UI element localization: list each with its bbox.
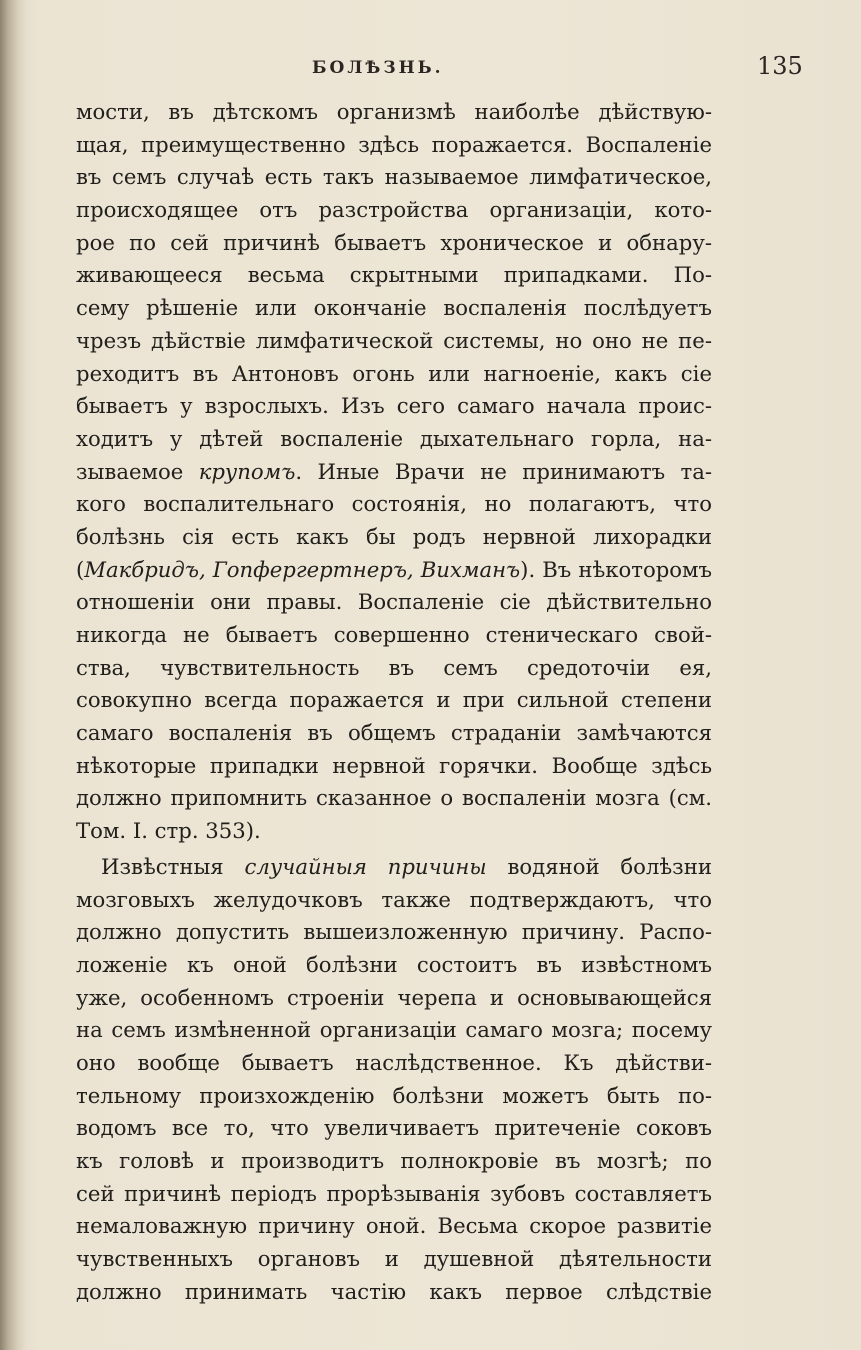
text-line: зываемое крупомъ. Иные Врачи не принимаютъ та- [76, 458, 712, 484]
text-line: къ головѣ и производитъ полнокровіе въ мозгѣ; по [76, 1148, 712, 1173]
text-line: нѣкоторые припадки нервной горячки. Вообще здѣсь [76, 752, 712, 778]
text-line: отношеніи они правы. Воспаленіе сіе дѣйствительно [76, 589, 712, 615]
page-header [0, 52, 861, 90]
text-line: водомъ все то, что увеличиваетъ притеченіе соковъ [76, 1115, 712, 1141]
text-line: болѣзнь сія есть какъ бы родъ нервной лихорадки [76, 523, 712, 549]
text-line: немаловажную причину оной. Весьма скорое развитіе [76, 1213, 712, 1239]
text-line: мости, въ дѣтскомъ организмѣ наиболѣе дѣйствую- [76, 99, 712, 124]
text-line: сему рѣшеніе или окончаніе воспаленія послѣдуетъ [76, 295, 712, 321]
italic-term: крупомъ [198, 458, 296, 484]
page-number: 135 [757, 52, 803, 80]
text-line: Извѣстныя случайныя причины водяной болѣзни [101, 853, 712, 879]
running-title: БОЛѢЗНЬ. [312, 58, 444, 78]
text-line: чрезъ дѣйствіе лимфатической системы, но оно не пе- [76, 327, 712, 353]
italic-term: Макбридъ, Гопфергертнеръ, Вихманъ [84, 556, 521, 582]
text-line: кого воспалительнаго состоянія, но полагаютъ, что [76, 491, 712, 517]
italic-term: случайныя причины [244, 853, 487, 879]
page-binding-shadow [0, 0, 26, 1350]
text-line: живающееся весьма скрытными припадками. По- [76, 262, 712, 288]
text-line: бываетъ у взрослыхъ. Изъ сего самаго начала проис- [76, 393, 712, 419]
text-line: (Макбридъ, Гопфергертнеръ, Вихманъ). Въ нѣкоторомъ [76, 556, 712, 582]
text-line: должно принимать частію какъ первое слѣдствіе [76, 1278, 712, 1304]
text-line: должно припомнить сказанное о воспаленіи мозга (см. [76, 785, 712, 811]
text-line: никогда не бываетъ совершенно стеническаго свой- [76, 622, 712, 647]
text-line: реходитъ въ Антоновъ огонь или нагноеніе, какъ сіе [76, 360, 712, 386]
text-line: оно вообще бываетъ наслѣдственное. Къ дѣйстви- [76, 1049, 712, 1075]
text-line: происходящее отъ разстройства организаціи, кото- [76, 197, 712, 223]
text-line: самаго воспаленія въ общемъ страданіи замѣчаются [76, 720, 712, 746]
body-text [76, 96, 712, 1308]
text-line: должно допустить вышеизложенную причину. Распо- [76, 919, 712, 945]
text-line: совокупно всегда поражается и при сильной степени [76, 687, 712, 713]
text-line: ложеніе къ оной болѣзни состоитъ въ извѣстномъ [76, 951, 712, 977]
text-line: рое по сей причинѣ бываетъ хроническое и обнару- [76, 229, 712, 255]
text-line: ходитъ у дѣтей воспаленіе дыхательнаго горла, на- [76, 425, 712, 451]
text-line: уже, особенномъ строеніи черепа и основывающейся [76, 984, 712, 1010]
text-line: въ семъ случаѣ есть такъ называемое лимфатическое, [76, 164, 712, 190]
text-line: мозговыхъ желудочковъ также подтверждаютъ, что [76, 886, 712, 912]
text-line: тельному произхожденію болѣзни можетъ быть по- [76, 1082, 712, 1108]
text-line: на семъ измѣненной организаціи самаго мозга; посему [76, 1017, 712, 1043]
text-line: сей причинѣ періодъ прорѣзыванія зубовъ составляетъ [76, 1180, 712, 1206]
paragraph [76, 96, 712, 848]
text-line: щая, преимущественно здѣсь поражается. Воспаленіе [76, 131, 712, 157]
text-line: Том. I. стр. 353). [76, 818, 261, 844]
text-line: ства, чувствительность въ семъ средоточіи ея, [76, 654, 712, 680]
paragraph [76, 851, 712, 1309]
text-line: чувственныхъ органовъ и душевной дѣятельности [76, 1246, 712, 1272]
